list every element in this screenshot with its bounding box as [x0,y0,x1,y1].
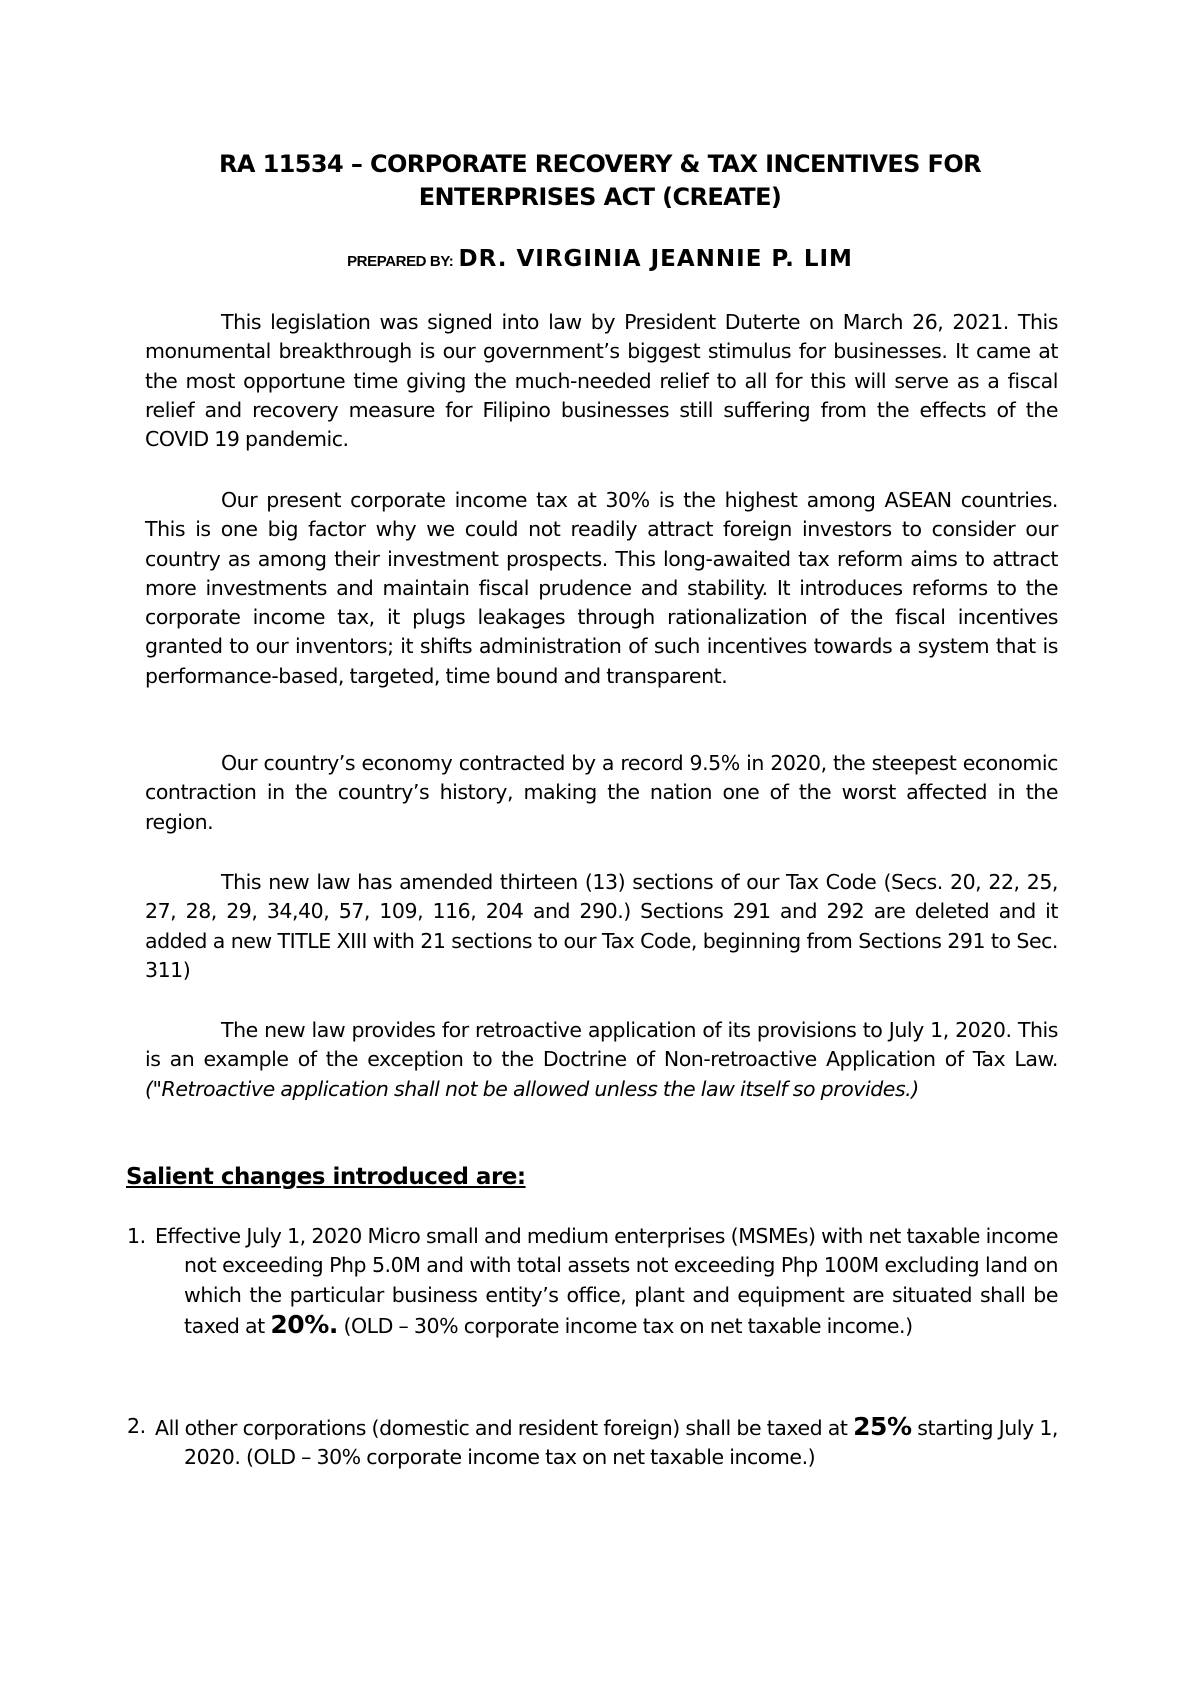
list-item-body [155,1412,1058,1473]
list-item [127,1222,1058,1341]
list-item-text: Effective July 1, 2020 Micro small and medium enterprises (MSMEs) with net taxable income not exceeding Php 5.0M and with total assets not exceeding Php 100M excluding land on which the particular business entity’s office, plant and equipment are situated shall be taxed at [155,1224,1058,1338]
tax-rate: 20%. [270,1309,338,1339]
prepared-by [145,246,1055,272]
paragraph-5 [145,1016,1058,1104]
tax-rate: 25% [853,1412,912,1441]
author-name: DR. VIRGINIA JEANNIE P. LIM [458,246,853,272]
title-line-1: RA 11534 – CORPORATE RECOVERY & TAX INCENTIVES FOR [218,150,982,178]
paragraph-3: Our country’s economy contracted by a record 9.5% in 2020, the steepest economic contraction in the country’s history, making the nation one of the worst affected in the region. [145,751,1058,834]
title-line-2: ENTERPRISES ACT (CREATE) [418,183,782,211]
paragraph-4: This new law has amended thirteen (13) sections of our Tax Code (Secs. 20, 22, 25, 27, 28, 29, 34,40, 57, 109, 116, 204 and 290.) Sections 291 and 292 are deleted and it added a new TITLE XIII with 21 sections to our Tax Code, beginning from Sections 291 to Sec. 311) [145,870,1058,982]
list-item-number: 1. [127,1224,146,1248]
list-item-body [155,1222,1058,1341]
list-item-number: 2. [127,1414,146,1438]
list-item-note: starting July 1, 2020. (OLD – 30% corporate income tax on net taxable income.) [184,1416,1058,1470]
paragraph-5-quote: ("Retroactive application shall not be allowed unless the law itself so provides.) [145,1076,919,1101]
paragraph-2: Our present corporate income tax at 30% is the highest among ASEAN countries. This is one big factor why we could not readily attract foreign investors to consider our country as among their investment prospects. This long-awaited tax reform aims to attract more investments and maintain fiscal prudence and stability. It introduces reforms to the corporate income tax, it plugs leakages through rationalization of the fiscal incentives granted to our inventors; it shifts administration of such incentives towards a system that is performance-based, targeted, time bound and transparent. [145,488,1058,688]
list-item [127,1412,1058,1473]
document-title [145,148,1055,214]
list-item-note: (OLD – 30% corporate income tax on net taxable income.) [343,1313,913,1338]
prepared-by-label: PREPARED BY: [347,253,454,270]
list-item-text: All other corporations (domestic and resident foreign) shall be taxed at [155,1416,848,1440]
salient-changes-heading: Salient changes introduced are: [126,1164,526,1190]
paragraph-1: This legislation was signed into law by President Duterte on March 26, 2021. This monumental breakthrough is our government’s biggest stimulus for businesses. It came at the most opportune time giving the much-needed relief to all for this will serve as a fiscal relief and recovery measure for Filipino businesses still suffering from the effects of the COVID 19 pandemic. [145,310,1058,452]
paragraph-5-text: The new law provides for retroactive application of its provisions to July 1, 2020. This is an example of the exception to the Doctrine of Non-retroactive Application of Tax Law. [145,1018,1058,1072]
